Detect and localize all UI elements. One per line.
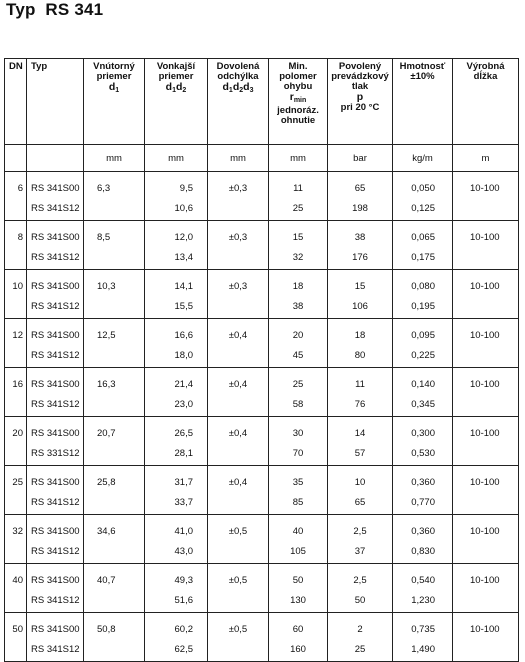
bend-radius-cell-line: 58 <box>292 399 304 410</box>
type-cell-line: RS 341S12 <box>31 252 80 263</box>
inner-diameter-cell-value: 12,5 <box>97 330 116 341</box>
type-cell-line: RS 341S12 <box>31 595 80 606</box>
page-title: Typ RS 341 <box>6 0 104 19</box>
pressure-cell-line: 11 <box>355 379 365 390</box>
weight-cell <box>393 466 453 515</box>
weight-cell-line: 1,230 <box>411 595 435 606</box>
bend-radius-cell-line: 15 <box>292 232 304 243</box>
weight-cell-line: 0,360 <box>411 526 435 537</box>
length-cell <box>453 368 519 417</box>
header-tolerance: Dovolená odchýlka $d_1d_2d_3$ <box>208 59 269 145</box>
weight-cell <box>393 368 453 417</box>
weight-cell-line: 0,065 <box>411 232 435 243</box>
type-cell-line: RS 341S00 <box>31 232 80 243</box>
weight-cell-line: 0,225 <box>411 350 435 361</box>
unit-outer-diameter: mm <box>145 145 208 172</box>
inner-diameter-cell <box>84 221 145 270</box>
bend-radius-cell-line: 38 <box>292 301 304 312</box>
type-cell-line: RS 341S00 <box>31 330 80 341</box>
bend-radius-cell <box>269 515 328 564</box>
outer-diameter-cell-line: 62,5 <box>174 644 193 655</box>
tolerance-cell <box>208 368 269 417</box>
units-cell <box>27 145 84 172</box>
table-row <box>5 417 519 466</box>
tolerance-cell <box>208 270 269 319</box>
pressure-cell-line: 2,5 <box>353 526 367 537</box>
bend-radius-cell <box>269 613 328 662</box>
outer-diameter-cell <box>145 319 208 368</box>
type-cell-line: RS 331S12 <box>31 448 80 459</box>
weight-cell-line: 0,050 <box>411 183 435 194</box>
tolerance-cell <box>208 466 269 515</box>
pressure-cell <box>328 172 393 221</box>
pressure-cell-line: 37 <box>354 546 366 557</box>
length-cell <box>453 319 519 368</box>
pressure-cell-line: 176 <box>352 252 368 263</box>
bend-radius-cell <box>269 466 328 515</box>
type-cell-line: RS 341S12 <box>31 350 80 361</box>
length-cell <box>453 270 519 319</box>
pressure-cell-line: 2 <box>357 624 363 635</box>
length-cell-value: 10-100 <box>470 330 500 341</box>
pressure-cell-line: 14 <box>354 428 366 439</box>
outer-diameter-cell-line: 28,1 <box>174 448 193 459</box>
type-cell <box>27 319 84 368</box>
dn-cell <box>5 221 27 270</box>
unit-bend-radius: mm <box>269 145 328 172</box>
tolerance-cell-value: ±0,5 <box>228 624 248 635</box>
inner-diameter-cell-value: 8,5 <box>97 232 111 243</box>
dn-cell <box>5 172 27 221</box>
dn-cell <box>5 564 27 613</box>
weight-cell-line: 0,125 <box>411 203 435 214</box>
type-cell-line: RS 341S12 <box>31 301 80 312</box>
pressure-cell-line: 15 <box>354 281 366 292</box>
outer-diameter-cell <box>145 270 208 319</box>
tolerance-cell <box>208 221 269 270</box>
header-pressure: Povolený prevádzkový tlak p pri 20 °C <box>328 59 393 145</box>
unit-length: m <box>453 145 519 172</box>
spec-table <box>4 58 519 662</box>
bend-radius-cell <box>269 368 328 417</box>
pressure-cell <box>328 417 393 466</box>
bend-radius-cell-line: 20 <box>292 330 304 341</box>
weight-cell-line: 0,735 <box>411 624 435 635</box>
unit-weight: kg/m <box>393 145 453 172</box>
length-cell <box>453 221 519 270</box>
type-cell-line: RS 341S00 <box>31 477 80 488</box>
pressure-cell-line: 2,5 <box>353 575 367 586</box>
tolerance-cell <box>208 564 269 613</box>
length-cell <box>453 515 519 564</box>
weight-cell-line: 0,540 <box>411 575 435 586</box>
bend-radius-cell-line: 35 <box>292 477 304 488</box>
pressure-cell-line: 25 <box>354 644 366 655</box>
type-cell-line: RS 341S12 <box>31 203 80 214</box>
length-cell-value: 10-100 <box>470 624 500 635</box>
weight-cell <box>393 172 453 221</box>
type-cell <box>27 221 84 270</box>
weight-cell-line: 0,175 <box>411 252 435 263</box>
type-cell-line: RS 341S00 <box>31 428 80 439</box>
length-cell-value: 10-100 <box>470 379 500 390</box>
bend-radius-cell-line: 70 <box>292 448 304 459</box>
outer-diameter-cell-line: 18,0 <box>174 350 193 361</box>
header-dn: DN <box>5 59 27 145</box>
type-cell-line: RS 341S12 <box>31 399 80 410</box>
dn-cell-value: 12 <box>12 330 23 341</box>
tolerance-cell <box>208 417 269 466</box>
tolerance-cell-value: ±0,5 <box>228 575 248 586</box>
weight-cell <box>393 515 453 564</box>
outer-diameter-cell <box>145 368 208 417</box>
units-cell <box>5 145 27 172</box>
inner-diameter-cell-value: 50,8 <box>97 624 116 635</box>
outer-diameter-cell-line: 26,5 <box>174 428 193 439</box>
pressure-cell <box>328 319 393 368</box>
tolerance-cell <box>208 613 269 662</box>
dn-cell-value: 6 <box>17 183 23 194</box>
type-cell <box>27 172 84 221</box>
length-cell-value: 10-100 <box>470 428 500 439</box>
table-row <box>5 319 519 368</box>
weight-cell-line: 0,345 <box>411 399 435 410</box>
weight-cell <box>393 319 453 368</box>
weight-cell <box>393 270 453 319</box>
pressure-cell-line: 38 <box>354 232 366 243</box>
tolerance-cell <box>208 515 269 564</box>
weight-cell <box>393 221 453 270</box>
outer-diameter-cell <box>145 564 208 613</box>
weight-cell-line: 0,095 <box>411 330 435 341</box>
table-row <box>5 564 519 613</box>
bend-radius-cell-line: 11 <box>293 183 303 194</box>
dn-cell-value: 10 <box>12 281 23 292</box>
weight-cell-line: 0,530 <box>411 448 435 459</box>
tolerance-cell-value: ±0,3 <box>228 281 248 292</box>
bend-radius-cell-line: 85 <box>292 497 304 508</box>
dn-cell <box>5 368 27 417</box>
pressure-cell <box>328 221 393 270</box>
header-inner-diameter: Vnútorný priemer $d_1$ <box>84 59 145 145</box>
bend-radius-cell-line: 32 <box>292 252 304 263</box>
bend-radius-cell <box>269 564 328 613</box>
outer-diameter-cell <box>145 172 208 221</box>
dn-cell-value: 50 <box>12 624 23 635</box>
length-cell <box>453 613 519 662</box>
type-cell <box>27 564 84 613</box>
type-cell <box>27 613 84 662</box>
outer-diameter-cell-line: 10,6 <box>174 203 193 214</box>
bend-radius-cell-line: 50 <box>292 575 304 586</box>
inner-diameter-cell <box>84 172 145 221</box>
weight-cell-line: 0,080 <box>411 281 435 292</box>
pressure-cell-line: 10 <box>354 477 366 488</box>
inner-diameter-cell <box>84 564 145 613</box>
type-cell-line: RS 341S00 <box>31 624 80 635</box>
inner-diameter-cell-value: 20,7 <box>97 428 116 439</box>
dn-cell-value: 25 <box>12 477 23 488</box>
weight-cell <box>393 564 453 613</box>
outer-diameter-cell <box>145 417 208 466</box>
type-cell-line: RS 341S12 <box>31 546 80 557</box>
outer-diameter-cell-line: 12,0 <box>174 232 193 243</box>
header-typ: Typ <box>27 59 84 145</box>
pressure-cell <box>328 564 393 613</box>
pressure-cell <box>328 515 393 564</box>
dn-cell-value: 16 <box>12 379 23 390</box>
weight-cell <box>393 417 453 466</box>
inner-diameter-cell <box>84 368 145 417</box>
bend-radius-cell-line: 160 <box>290 644 306 655</box>
bend-radius-cell-line: 30 <box>292 428 304 439</box>
outer-diameter-cell <box>145 515 208 564</box>
table-row <box>5 613 519 662</box>
type-cell <box>27 417 84 466</box>
unit-tolerance: mm <box>208 145 269 172</box>
inner-diameter-cell-value: 40,7 <box>97 575 116 586</box>
pressure-cell-line: 106 <box>352 301 368 312</box>
type-cell <box>27 515 84 564</box>
tolerance-cell-value: ±0,4 <box>228 477 248 488</box>
bend-radius-cell-line: 25 <box>292 379 304 390</box>
header-length: Výrobná dĺžka <box>453 59 519 145</box>
inner-diameter-cell-value: 10,3 <box>97 281 116 292</box>
outer-diameter-cell-line: 9,5 <box>179 183 193 194</box>
inner-diameter-cell-value: 25,8 <box>97 477 116 488</box>
bend-radius-cell <box>269 221 328 270</box>
weight-cell-line: 0,360 <box>411 477 435 488</box>
bend-radius-cell <box>269 417 328 466</box>
type-cell-line: RS 341S00 <box>31 526 80 537</box>
pressure-cell-line: 50 <box>354 595 366 606</box>
dn-cell <box>5 466 27 515</box>
tolerance-cell <box>208 172 269 221</box>
pressure-cell-line: 80 <box>354 350 366 361</box>
length-cell-value: 10-100 <box>470 281 500 292</box>
length-cell-value: 10-100 <box>470 526 500 537</box>
inner-diameter-cell <box>84 613 145 662</box>
pressure-cell <box>328 466 393 515</box>
weight-cell <box>393 613 453 662</box>
bend-radius-cell-line: 40 <box>292 526 304 537</box>
dn-cell-value: 32 <box>12 526 23 537</box>
type-cell <box>27 270 84 319</box>
weight-cell-line: 0,300 <box>411 428 435 439</box>
pressure-cell-line: 18 <box>354 330 366 341</box>
pressure-cell <box>328 270 393 319</box>
outer-diameter-cell <box>145 466 208 515</box>
outer-diameter-cell-line: 23,0 <box>174 399 193 410</box>
dn-cell-value: 20 <box>12 428 23 439</box>
tolerance-cell-value: ±0,3 <box>228 232 248 243</box>
inner-diameter-cell <box>84 319 145 368</box>
header-bend-radius: Min. polomer ohybu $r_{min}$ jednoráz. ohnutie <box>269 59 328 145</box>
bend-radius-cell <box>269 172 328 221</box>
dn-cell <box>5 417 27 466</box>
outer-diameter-cell-line: 21,4 <box>174 379 193 390</box>
bend-radius-cell-line: 105 <box>290 546 306 557</box>
outer-diameter-cell-line: 60,2 <box>174 624 193 635</box>
outer-diameter-cell-line: 41,0 <box>174 526 193 537</box>
pressure-cell-line: 76 <box>354 399 366 410</box>
pressure-cell-line: 65 <box>354 497 366 508</box>
bend-radius-cell-line: 45 <box>292 350 304 361</box>
tolerance-cell-value: ±0,5 <box>228 526 248 537</box>
bend-radius-cell <box>269 270 328 319</box>
type-cell-line: RS 341S00 <box>31 575 80 586</box>
unit-pressure: bar <box>328 145 393 172</box>
weight-cell-line: 0,140 <box>411 379 435 390</box>
type-cell-line: RS 341S00 <box>31 281 80 292</box>
outer-diameter-cell-line: 13,4 <box>174 252 193 263</box>
outer-diameter-cell-line: 15,5 <box>174 301 193 312</box>
dn-cell-value: 40 <box>12 575 23 586</box>
outer-diameter-cell-line: 43,0 <box>174 546 193 557</box>
length-cell <box>453 417 519 466</box>
tolerance-cell-value: ±0,4 <box>228 428 248 439</box>
dn-cell-value: 8 <box>17 232 23 243</box>
dn-cell <box>5 319 27 368</box>
bend-radius-cell-line: 60 <box>292 624 304 635</box>
outer-diameter-cell-line: 31,7 <box>174 477 193 488</box>
length-cell-value: 10-100 <box>470 477 500 488</box>
inner-diameter-cell-value: 34,6 <box>97 526 116 537</box>
length-cell-value: 10-100 <box>470 575 500 586</box>
weight-cell-line: 1,490 <box>411 644 435 655</box>
inner-diameter-cell-value: 6,3 <box>97 183 111 194</box>
table-row <box>5 172 519 221</box>
inner-diameter-cell <box>84 270 145 319</box>
inner-diameter-cell <box>84 417 145 466</box>
outer-diameter-cell <box>145 221 208 270</box>
dn-cell <box>5 270 27 319</box>
tolerance-cell-value: ±0,3 <box>228 183 248 194</box>
length-cell-value: 10-100 <box>470 232 500 243</box>
table-row <box>5 270 519 319</box>
header-weight: Hmotnosť ±10% <box>393 59 453 145</box>
dn-cell <box>5 515 27 564</box>
length-cell <box>453 564 519 613</box>
bend-radius-cell-line: 130 <box>290 595 306 606</box>
outer-diameter-cell-line: 16,6 <box>174 330 193 341</box>
inner-diameter-cell-value: 16,3 <box>97 379 116 390</box>
weight-cell-line: 0,830 <box>411 546 435 557</box>
bend-radius-cell-line: 25 <box>292 203 304 214</box>
outer-diameter-cell-line: 33,7 <box>174 497 193 508</box>
pressure-cell-line: 57 <box>354 448 366 459</box>
pressure-cell <box>328 613 393 662</box>
pressure-cell <box>328 368 393 417</box>
table-row <box>5 221 519 270</box>
type-cell <box>27 368 84 417</box>
pressure-cell-line: 198 <box>352 203 368 214</box>
tolerance-cell <box>208 319 269 368</box>
outer-diameter-cell-line: 14,1 <box>174 281 193 292</box>
outer-diameter-cell-line: 49,3 <box>174 575 193 586</box>
units-row <box>5 145 519 172</box>
type-cell-line: RS 341S00 <box>31 379 80 390</box>
bend-radius-cell <box>269 319 328 368</box>
pressure-cell-line: 65 <box>354 183 366 194</box>
table-row <box>5 368 519 417</box>
type-cell-line: RS 341S12 <box>31 497 80 508</box>
dn-cell <box>5 613 27 662</box>
inner-diameter-cell <box>84 515 145 564</box>
table-row <box>5 466 519 515</box>
type-cell-line: RS 341S00 <box>31 183 80 194</box>
outer-diameter-cell-line: 51,6 <box>174 595 193 606</box>
weight-cell-line: 0,195 <box>411 301 435 312</box>
table-row <box>5 515 519 564</box>
type-cell-line: RS 341S12 <box>31 644 80 655</box>
tolerance-cell-value: ±0,4 <box>228 330 248 341</box>
unit-inner-diameter: mm <box>84 145 145 172</box>
tolerance-cell-value: ±0,4 <box>228 379 248 390</box>
length-cell-value: 10-100 <box>470 183 500 194</box>
header-outer-diameter: Vonkajší priemer $d_1d_2$ <box>145 59 208 145</box>
header-row <box>5 59 519 145</box>
inner-diameter-cell <box>84 466 145 515</box>
length-cell <box>453 466 519 515</box>
length-cell <box>453 172 519 221</box>
bend-radius-cell-line: 18 <box>292 281 304 292</box>
type-cell <box>27 466 84 515</box>
weight-cell-line: 0,770 <box>411 497 435 508</box>
outer-diameter-cell <box>145 613 208 662</box>
